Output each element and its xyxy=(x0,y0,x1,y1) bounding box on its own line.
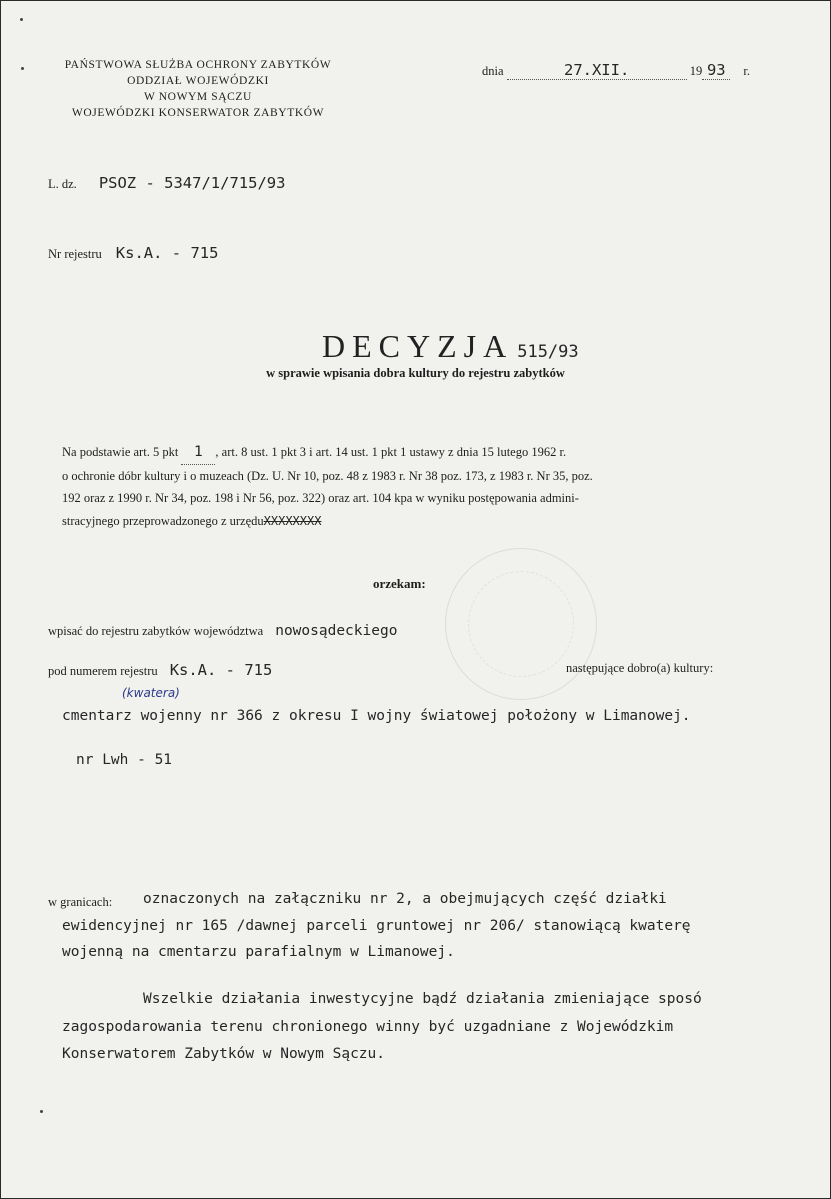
date-value: 27.XII. xyxy=(563,61,630,79)
register-entry-value: Ks.A. - 715 xyxy=(169,661,273,679)
decision-subtitle: w sprawie wpisania dobra kultury do rejestru zabytków xyxy=(266,366,565,380)
issuer-line-2: ODDZIAŁ WOJEWÓDZKI xyxy=(127,75,269,87)
year-suffix: r. xyxy=(743,64,751,78)
margin-speck xyxy=(40,1110,43,1113)
decision-title: DECYZJA xyxy=(322,328,514,364)
margin-speck xyxy=(20,18,23,21)
decision-title-row xyxy=(322,328,579,365)
boundaries-line-1: oznaczonych na załączniku nr 2, a obejmujących część działki xyxy=(143,891,667,907)
register-entry-row xyxy=(48,661,272,680)
date-row xyxy=(482,61,750,80)
struck-text: XXXXXXXX xyxy=(263,513,322,528)
margin-speck xyxy=(21,67,24,70)
register-entry-label: pod numerem rejestru xyxy=(48,664,158,678)
year-value: 93 xyxy=(706,61,726,79)
ldz-label: L. dz. xyxy=(48,177,77,191)
pkt-field xyxy=(181,441,215,465)
closing-line-3: Konserwatorem Zabytków w Nowym Sączu. xyxy=(62,1046,386,1062)
date-field xyxy=(507,61,687,80)
orzekam-heading: orzekam: xyxy=(373,576,426,591)
voivodeship-row xyxy=(48,622,397,640)
register-number-row xyxy=(48,244,218,263)
boundaries-line-3: wojenną na cmentarzu parafialnym w Limanowej. xyxy=(62,944,455,960)
legal-line-3: 192 oraz z 1990 r. Nr 34, poz. 198 i Nr 56, poz. 322) oraz art. 104 kpa w wyniku postępowania admini- xyxy=(62,491,579,505)
register-number-label: Nr rejestru xyxy=(48,247,102,261)
ldz-value: PSOZ - 5347/1/715/93 xyxy=(98,174,286,192)
legal-line-1-b: , art. 8 ust. 1 pkt 3 i art. 14 ust. 1 pkt 1 ustawy z dnia 15 lutego 1962 r. xyxy=(215,445,567,459)
year-prefix: 19 xyxy=(689,64,703,78)
issuer-block xyxy=(48,57,348,121)
register-number-value: Ks.A. - 715 xyxy=(115,244,219,262)
object-description: cmentarz wojenny nr 366 z okresu I wojny światowej położony w Limanowej. xyxy=(62,708,691,724)
issuer-line-4: WOJEWÓDZKI KONSERWATOR ZABYTKÓW xyxy=(71,107,325,119)
legal-line-4 xyxy=(62,510,593,533)
closing-line-1: Wszelkie działania inwestycyjne bądź działania zmieniające sposó xyxy=(143,991,702,1007)
legal-line-1 xyxy=(62,441,593,465)
issuer-line-3: W NOWYM SĄCZU xyxy=(144,91,252,103)
faint-seal-stamp xyxy=(445,548,597,700)
pkt-value: 1 xyxy=(194,444,203,460)
year-field xyxy=(702,61,730,80)
handwritten-insertion: (kwatera) xyxy=(122,686,180,700)
boundaries-line-2: ewidencyjnej nr 165 /dawnej parceli gruntowej nr 206/ stanowiącą kwaterę xyxy=(62,918,691,934)
closing-line-2: zagospodarowania terenu chronionego winny być uzgadniane z Wojewódzkim xyxy=(62,1019,674,1035)
date-label: dnia xyxy=(482,64,504,78)
legal-line-4-a: stracyjnego przeprowadzonego z urzędu xyxy=(62,513,264,528)
object-number: nr Lwh - 51 xyxy=(76,752,173,768)
legal-line-2: o ochronie dóbr kultury i o muzeach (Dz. U. Nr 10, poz. 48 z 1983 r. Nr 38 poz. 173, z 1983 r. Nr 35, poz. xyxy=(62,468,593,483)
voivodeship-label: wpisać do rejestru zabytków województwa xyxy=(48,624,264,638)
voivodeship-value: nowosądeckiego xyxy=(275,623,398,639)
legal-basis xyxy=(62,441,593,532)
ldz-row xyxy=(48,174,285,193)
legal-line-1-a: Na podstawie art. 5 pkt xyxy=(62,445,179,459)
decision-number: 515/93 xyxy=(517,342,579,362)
following-goods-label: następujące dobro(a) kultury: xyxy=(566,661,714,675)
boundaries-label: w granicach: xyxy=(48,895,113,909)
issuer-line-1: PAŃSTWOWA SŁUŻBA OCHRONY ZABYTKÓW xyxy=(64,59,332,71)
